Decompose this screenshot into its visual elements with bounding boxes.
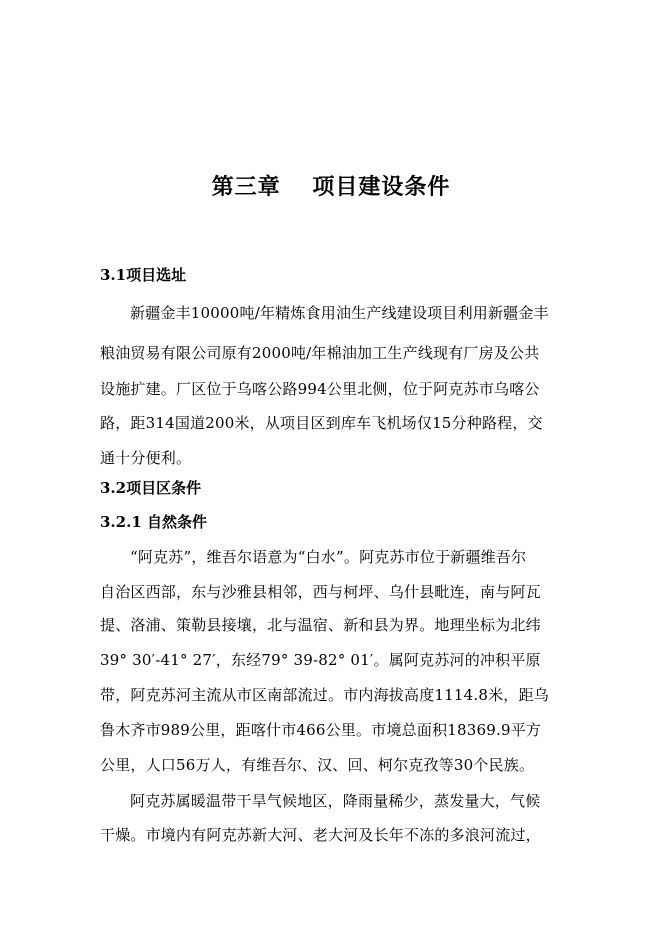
paragraph-line: 设施扩建。厂区位于乌喀公路994公里北侧，位于阿克苏市乌喀公 — [100, 380, 540, 398]
paragraph-line: 带，阿克苏河主流从市区南部流过。市内海拔高度1114.8米，距乌 — [100, 686, 549, 704]
paragraph-line: 新疆金丰10000吨/年精炼食用油生产线建设项目利用新疆金丰 — [130, 304, 549, 322]
section-heading-3-2: 3.2项目区条件 — [100, 479, 202, 497]
paragraph-line: “阿克苏”，维吾尔语意为“白水”。阿克苏市位于新疆维吾尔 — [130, 548, 527, 566]
paragraph-line: 通十分便利。 — [100, 449, 192, 467]
paragraph-line: 阿克苏属暖温带干旱气候地区，降雨量稀少，蒸发量大，气候 — [130, 792, 541, 810]
paragraph-line: 路，距314国道200米，从项目区到库车飞机场仅15分种路程，交 — [100, 414, 543, 432]
paragraph-line: 自治区西部，东与沙雅县相邻，西与柯坪、乌什县毗连，南与阿瓦 — [100, 583, 541, 601]
paragraph-line: 干燥。市境内有阿克苏新大河、老大河及长年不冻的多浪河流过， — [100, 826, 541, 844]
chapter-title: 第三章 项目建设条件 — [211, 174, 451, 200]
paragraph-line: 39° 30′-41° 27′，东经79° 39-82° 01′。属阿克苏河的冲积平原 — [100, 651, 541, 669]
paragraph-line: 粮油贸易有限公司原有2000吨/年棉油加工生产线现有厂房及公共 — [100, 344, 540, 362]
section-heading-3-1: 3.1项目选址 — [100, 266, 187, 284]
section-heading-3-2-1: 3.2.1 自然条件 — [100, 513, 207, 531]
paragraph-line: 鲁木齐市989公里，距喀什市466公里。市境总面积18369.9平方 — [100, 721, 542, 739]
paragraph-line: 提、洛浦、策勒县接壤，北与温宿、新和县为界。地理坐标为北纬 — [100, 616, 541, 634]
paragraph-line: 公里，人口56万人，有维吾尔、汉、回、柯尔克孜等30个民族。 — [100, 756, 535, 774]
